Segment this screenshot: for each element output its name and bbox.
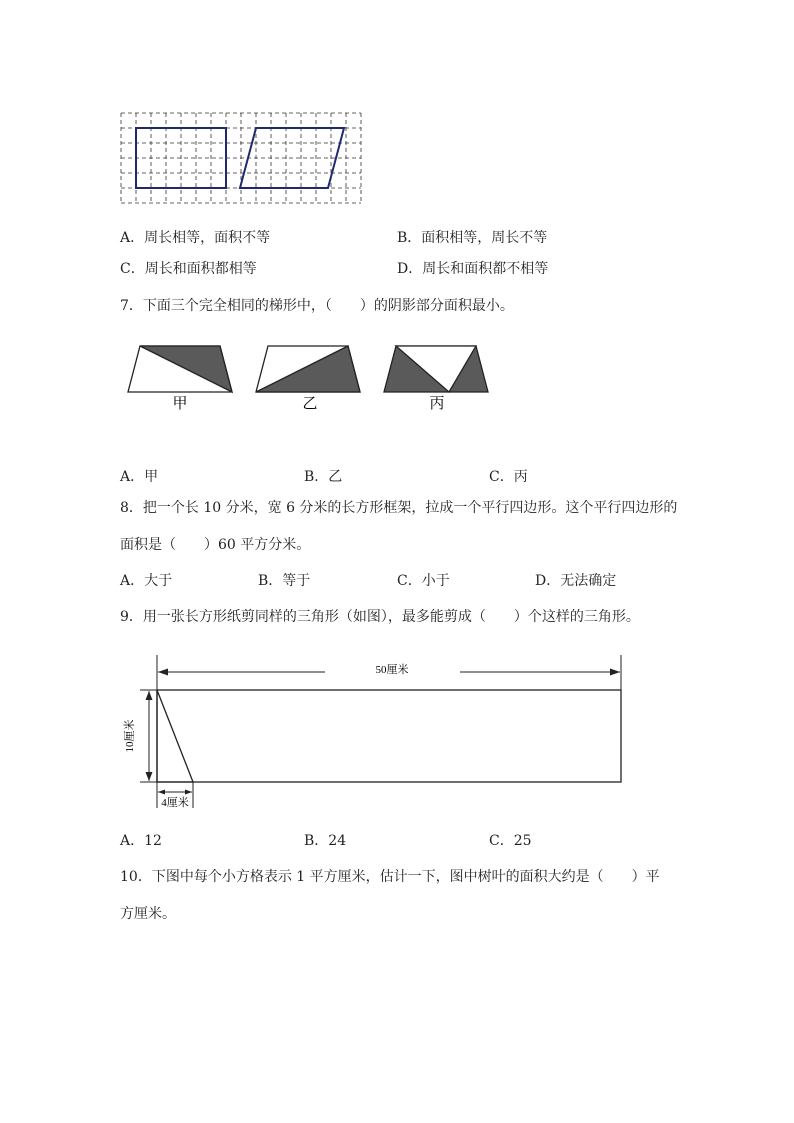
q6-option-a: A．周长相等，面积不等: [120, 230, 271, 246]
q8-option-b: B．等于: [258, 573, 311, 589]
q9-option-c: C．25: [489, 833, 532, 849]
q8-option-a: A．大于: [120, 573, 173, 589]
q8-option-d: D．无法确定: [535, 573, 617, 589]
trapezoid-jia: [128, 346, 232, 392]
trapezoid-yi: [256, 346, 360, 392]
q10-stem-line1: 10．下图中每个小方格表示 1 平方厘米，估计一下，图中树叶的面积大约是（ ）平: [120, 869, 660, 885]
paper-rectangle: [157, 690, 621, 782]
trapezoid-bing: [384, 346, 488, 392]
q7-option-b: B．乙: [304, 469, 343, 485]
q9-option-b: B．24: [304, 833, 347, 849]
label-yi: 乙: [302, 394, 318, 412]
q8-stem-line1: 8．把一个长 10 分米，宽 6 分米的长方形框架，拉成一个平行四边形。这个平行四边形的: [120, 500, 678, 516]
q7-stem: 7．下面三个完全相同的梯形中，（ ）的阴影部分面积最小。: [120, 298, 514, 314]
q7-trapezoid-figures: [126, 342, 496, 422]
label-bing: 丙: [429, 394, 445, 412]
label-jia: 甲: [172, 394, 188, 412]
q9-rectangle-diagram: [120, 650, 640, 810]
q6-option-d: D．周长和面积都不相等: [397, 261, 549, 277]
q9-stem: 9．用一张长方形纸剪同样的三角形（如图），最多能剪成（ ）个这样的三角形。: [120, 609, 640, 625]
q6-grid-figure: [120, 112, 360, 202]
q8-stem-line2: 面积是（ ）60 平方分米。: [120, 537, 311, 553]
q6-option-b: B．面积相等，周长不等: [397, 230, 548, 246]
q8-option-c: C．小于: [397, 573, 450, 589]
height-label: 10厘米: [124, 719, 136, 753]
q6-option-c: C．周长和面积都相等: [120, 261, 257, 277]
q7-option-a: A．甲: [120, 469, 159, 485]
cut-triangle: [157, 690, 193, 782]
q9-option-a: A．12: [120, 833, 162, 849]
length-label: 50厘米: [375, 664, 409, 676]
base-label: 4厘米: [161, 797, 189, 809]
q10-stem-line2: 方厘米。: [120, 906, 176, 922]
q7-option-c: C．丙: [489, 469, 528, 485]
